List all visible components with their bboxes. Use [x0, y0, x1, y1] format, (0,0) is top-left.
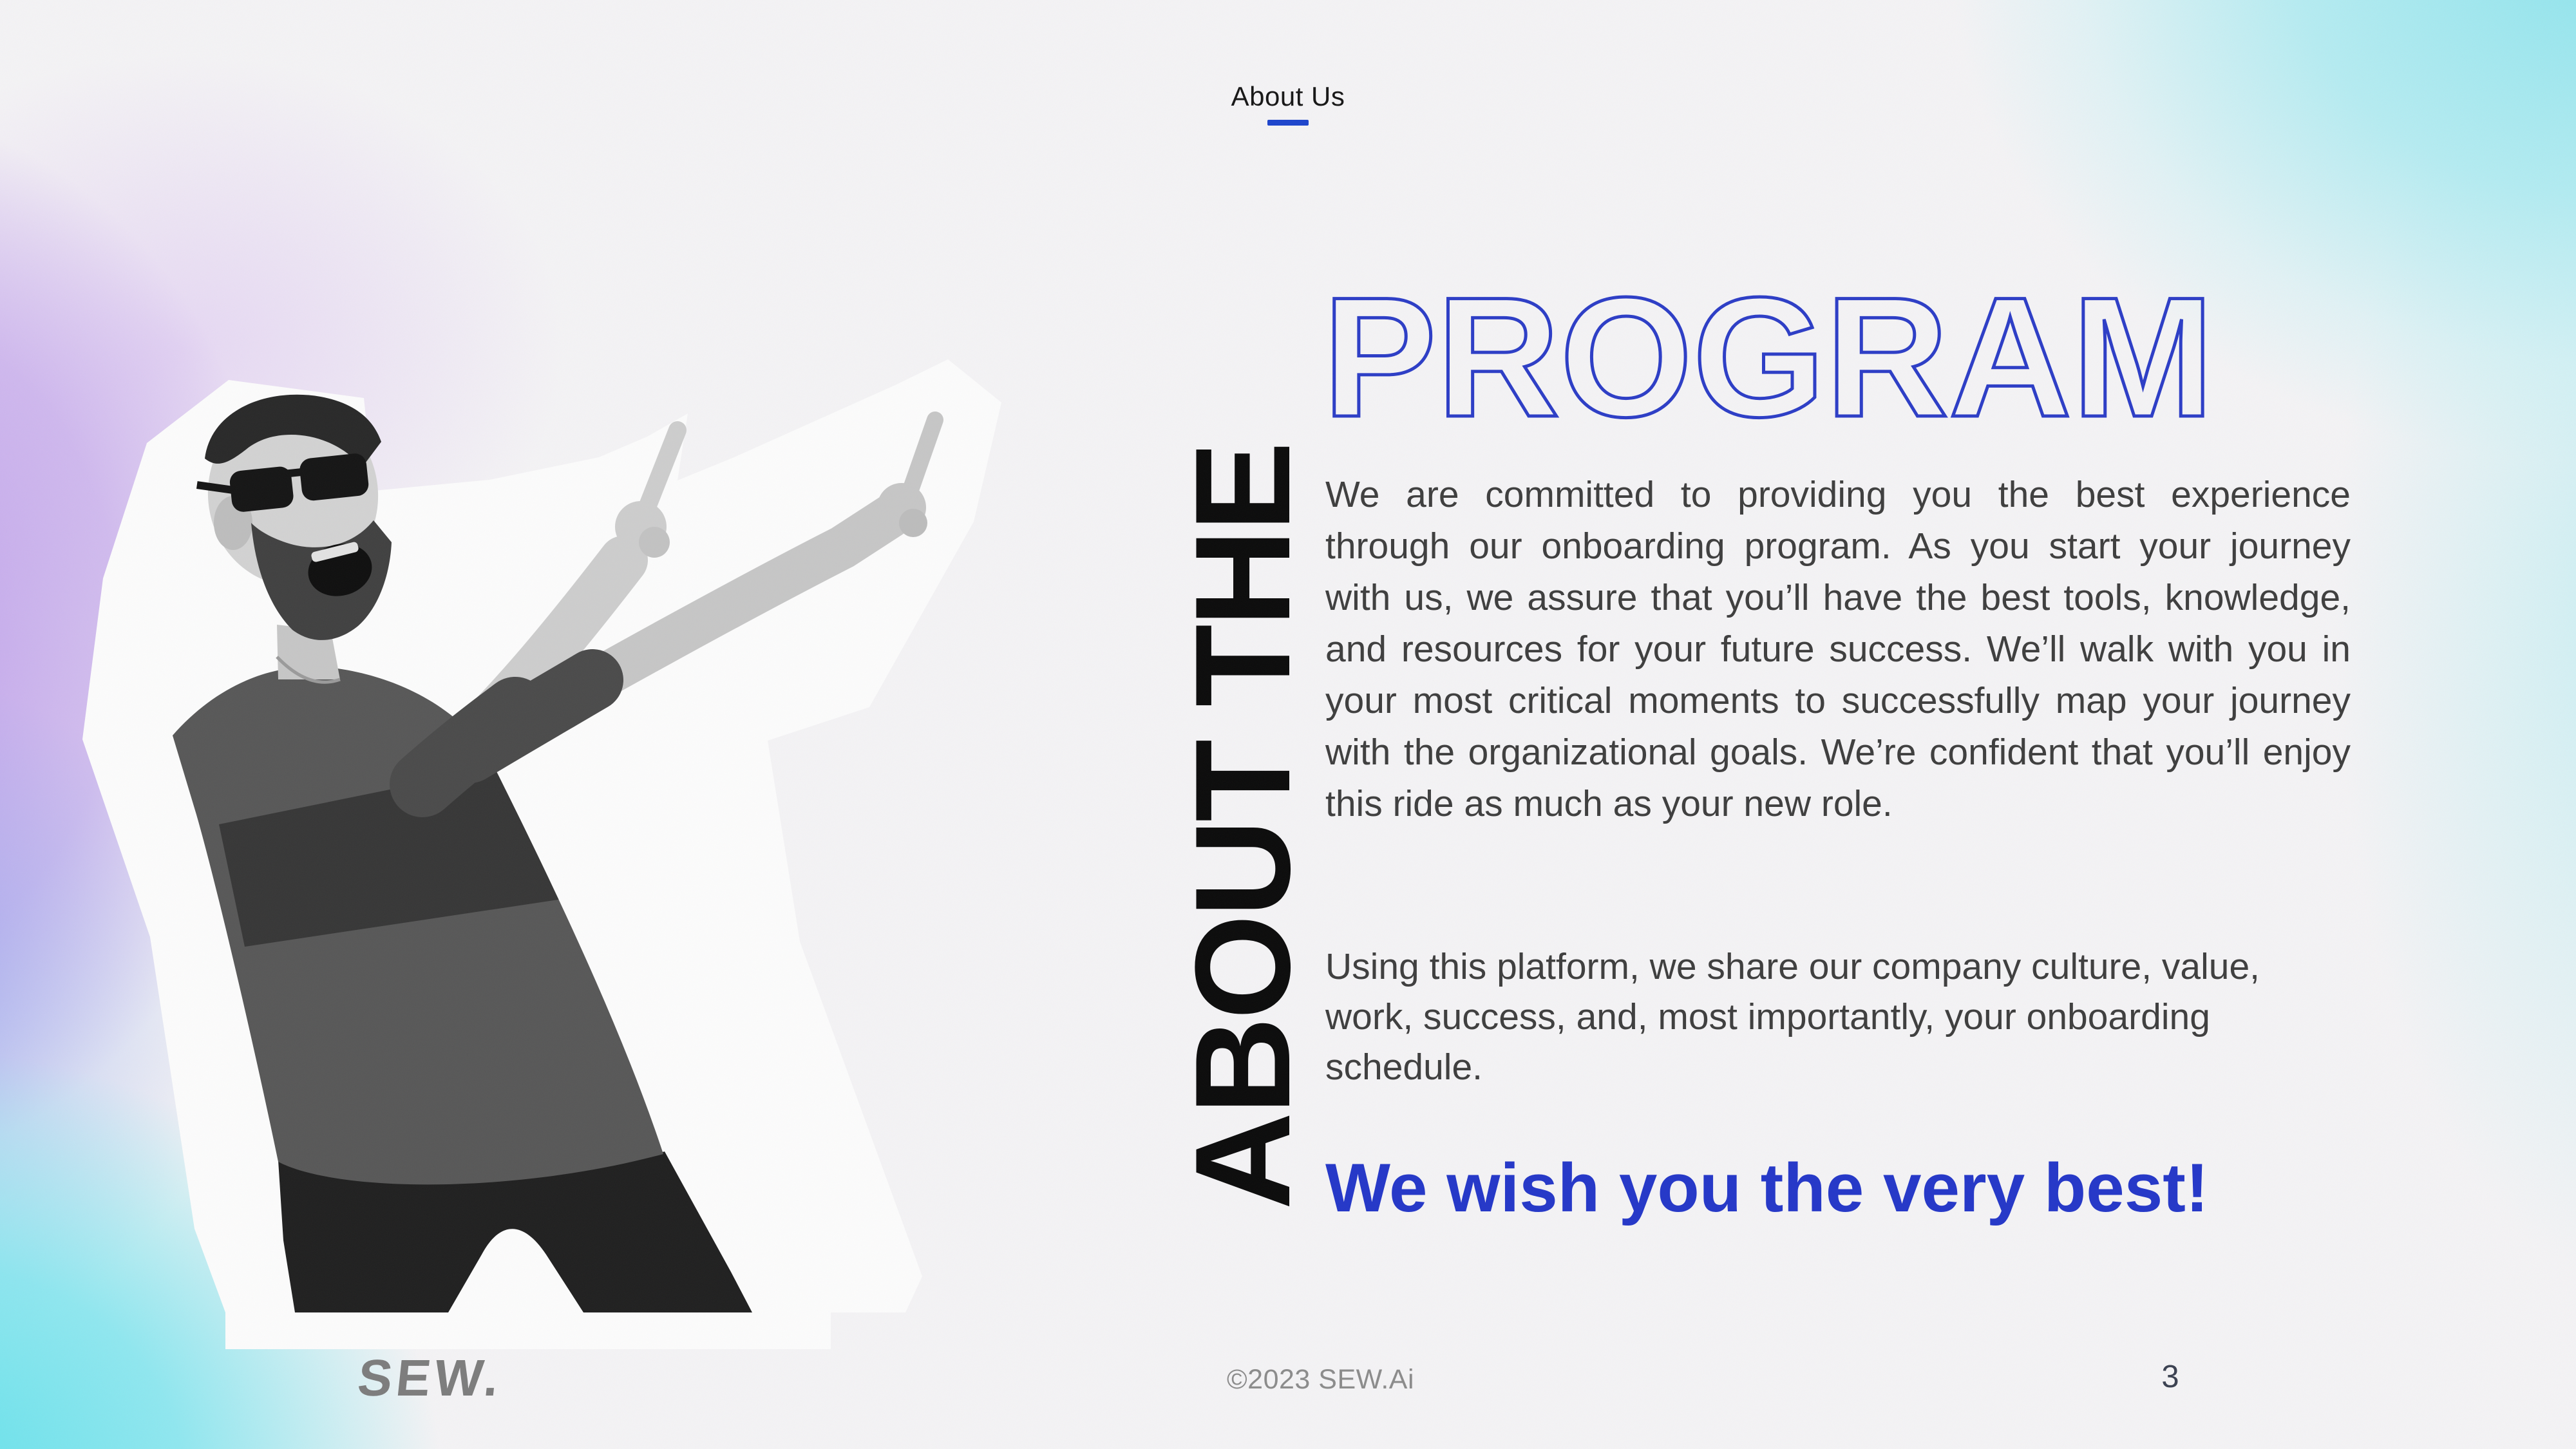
eyebrow-underline — [1267, 120, 1309, 126]
outline-title-text: PROGRAM — [1323, 262, 2214, 453]
man-photo-cutout — [64, 354, 1030, 1359]
eyebrow-label: About Us — [1231, 81, 1345, 111]
vertical-title: ABOUT THE — [1167, 444, 1318, 1210]
page-number: 3 — [2161, 1359, 2179, 1394]
highlight-text: We wish you the very best! — [1325, 1149, 2209, 1226]
paragraph-two: Using this platform, we share our company culture, value, work, success, and, most importantly, your onboarding schedule. — [1325, 946, 2260, 1088]
outline-title — [1319, 255, 2272, 461]
sew-logo: SEW. — [355, 1349, 506, 1406]
paragraph-one: We are committed to providing you the best experience through our onboarding program. As you start your journey with us, we assure that you’ll have the best tools, knowledge, and resources for your future success. We’ll walk with you in your most critical moments to successfully map your journey with the organizational goals. We’re confident that you’ll enjoy this ride as much as your new role. — [1325, 474, 2351, 824]
copyright-text: ©2023 SEW.Ai — [1227, 1364, 1415, 1395]
